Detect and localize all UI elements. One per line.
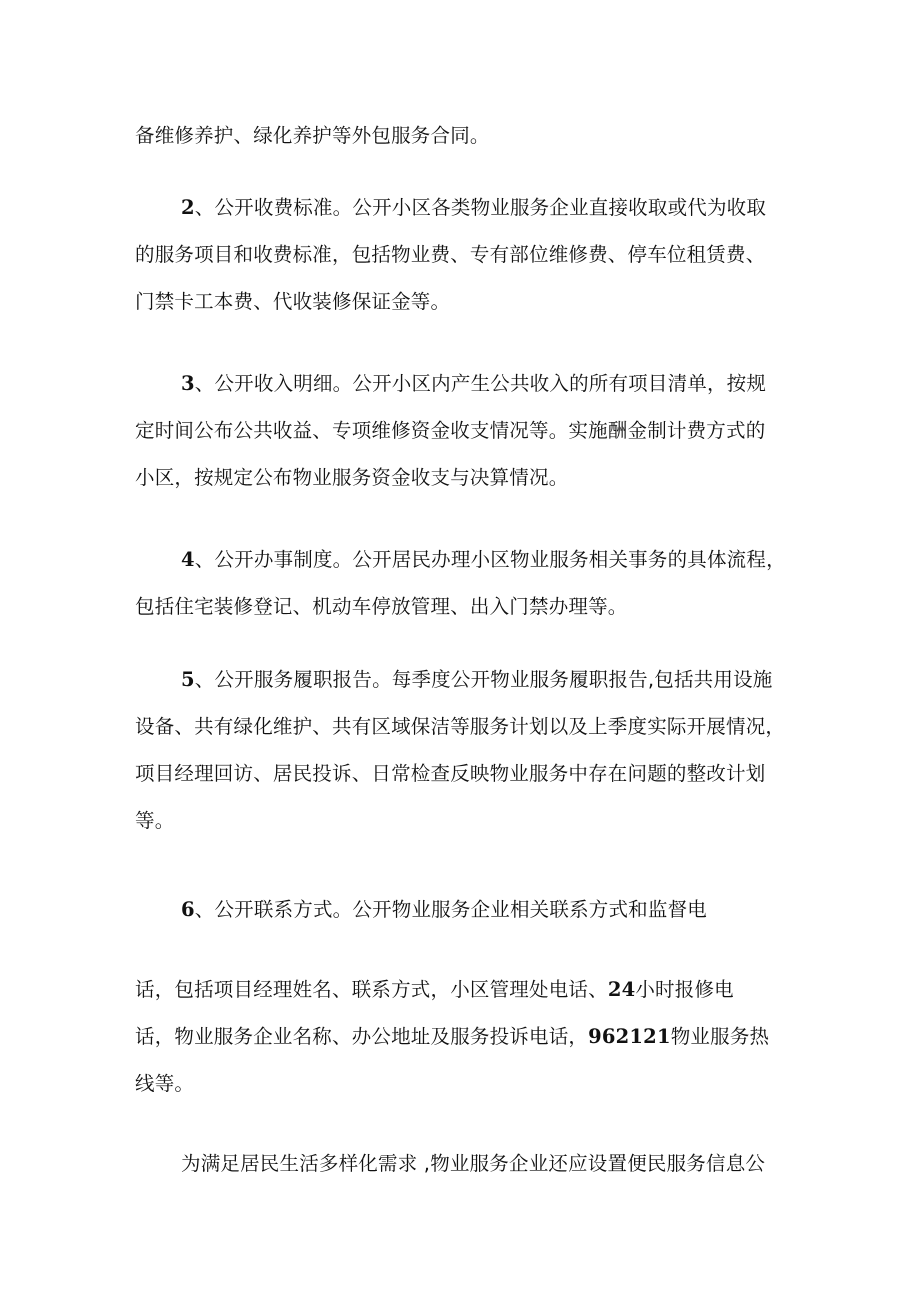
item-number: 4 — [181, 548, 195, 571]
paragraph-contact-info — [135, 886, 785, 933]
text-segment: 小时报修电 — [635, 978, 734, 1001]
paragraph-procedures — [135, 536, 785, 630]
item-number: 2 — [181, 196, 195, 219]
text-line — [135, 886, 785, 933]
paragraph-performance-report — [135, 656, 785, 844]
text-line: 为满足居民生活多样化需求 ,物业服务企业还应设置便民服务信息公 — [181, 1152, 766, 1175]
item-number: 6 — [181, 898, 195, 921]
text-segment: 、公开服务履职报告。每季度公开物业服务履职报告,包括共用设施 — [194, 668, 773, 691]
hotline-number: 962121 — [588, 1025, 671, 1048]
text-segment: 物业服务热 — [670, 1025, 770, 1048]
text-line: 等。 — [135, 809, 175, 832]
text-line: 线等。 — [135, 1072, 195, 1095]
text-line — [135, 966, 785, 1013]
text-line: 的服务项目和收费标准，包括物业费、专有部位维修费、停车位租赁费、 — [135, 243, 766, 266]
text-line — [135, 360, 785, 407]
text-line: 小区，按规定公布物业服务资金收支与决算情况。 — [135, 466, 569, 489]
text-line: 备维修养护、绿化养护等外包服务合同。 — [135, 124, 490, 147]
text-segment: 、公开收入明细。公开小区内产生公共收入的所有项目清单，按规 — [194, 372, 767, 395]
text-line: 包括住宅装修登记、机动车停放管理、出入门禁办理等。 — [135, 595, 628, 618]
paragraph-contact-details — [135, 966, 785, 1107]
text-line — [135, 536, 785, 583]
text-segment: 、公开办事制度。公开居民办理小区物业服务相关事务的具体流程， — [194, 548, 786, 571]
text-line — [135, 184, 785, 231]
text-segment: 话，包括项目经理姓名、联系方式，小区管理处电话、 — [135, 978, 608, 1001]
item-number: 5 — [181, 668, 195, 691]
text-segment: 、公开联系方式。公开物业服务企业相关联系方式和监督电 — [194, 898, 707, 921]
text-line: 项目经理回访、居民投诉、日常检查反映物业服务中存在问题的整改计划 — [135, 762, 766, 785]
text-line — [135, 656, 785, 703]
text-line — [135, 1013, 785, 1060]
hours-number: 24 — [607, 978, 636, 1001]
text-segment: 、公开收费标准。公开小区各类物业服务企业直接收取或代为收取 — [194, 196, 767, 219]
paragraph-convenience-services — [135, 1140, 785, 1187]
paragraph-fee-standards — [135, 184, 785, 325]
text-line: 定时间公布公共收益、专项维修资金收支情况等。实施酬金制计费方式的 — [135, 419, 766, 442]
item-number: 3 — [181, 372, 195, 395]
text-segment: 话，物业服务企业名称、办公地址及服务投诉电话， — [135, 1025, 589, 1048]
text-line: 设备、共有绿化维护、共有区域保洁等服务计划以及上季度实际开展情况， — [135, 715, 786, 738]
paragraph-income-details — [135, 360, 785, 501]
text-line: 门禁卡工本费、代收装修保证金等。 — [135, 290, 451, 313]
paragraph-contract-tail — [135, 112, 785, 159]
